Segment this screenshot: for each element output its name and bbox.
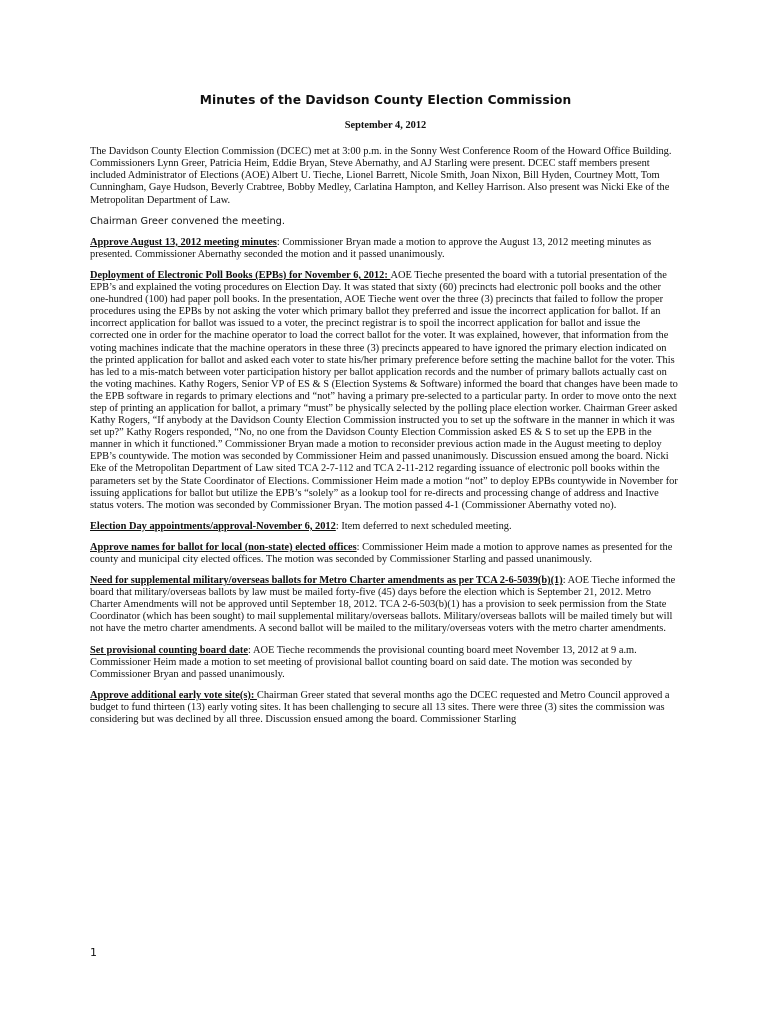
section-heading: Approve names for ballot for local (non-state) elected offices xyxy=(90,541,357,553)
minutes-body xyxy=(90,94,681,735)
section-heading: Approve August 13, 2012 meeting minutes xyxy=(90,236,277,248)
section-epb-deployment xyxy=(90,270,681,512)
section-heading: Deployment of Electronic Poll Books (EPBs) for November 6, 2012: xyxy=(90,269,391,281)
section-body: Item deferred to next scheduled meeting. xyxy=(341,520,512,532)
intro-paragraph: The Davidson County Election Commission (DCEC) met at 3:00 p.m. in the Sonny West Conference Room of the Howard Office Building. Commissioners Lynn Greer, Patricia Heim, Eddie Bryan, Steve Abernathy, and AJ Starling were present. DCEC staff members present included Administrator of Elections (AOE) Albert U. Tieche, Lionel Barrett, Nicole Smith, Joan Nixon, Bill Hyden, Courtney Mott, Tom Cunningham, Gaye Hudson, Beverly Crabtree, Bobby Medley, Carlatina Hampton, and Kelley Harrison. Also present was Nicki Eke of the Metropolitan Department of Law. xyxy=(90,146,672,206)
page-number: 1 xyxy=(90,946,97,959)
section-body: AOE Tieche presented the board with a tutorial presentation of the EPB’s and explained the voting procedures on Election Day. It was stated that sixty (60) precincts had electronic poll books and the other one-hundred (100) had paper poll books. In the presentation, AOE Tieche went over the three (3) precincts that failed to follow the proper procedures using the EPBs by not asking the voter which primary ballot they preferred and issue the incorrect application for ballot. If an incorrect application for ballot was issued to a voter, the precinct registrar is to spoil the incorrect application for ballot and issue the corrected one in order for the machine operator to load the correct ballot for the voter. It was explained, however, that information from the voting machines indicate that the machine operators in these three (3) precincts appeared to have ignored the primary election indicated on the printed application for ballot and asked each voter to state his/her primary preference before setting the machine ballot for the voter. This has led to a mis-match between voter participation history per ballot application records and the number of primary ballots actually cast on the voting machines. Kathy Rogers, Senior VP of ES & S (Election Systems & Software) informed the board that changes have been made to the EPB software in regards to primary elections and “not” having a primary pre-selected to a particular party. In order to move onto the next step of printing an application for ballot, a primary “must” be physically selected by the polling place election worker. Chairman Greer asked Kathy Rogers, “If anybody at the Davidson County Election Commission instructed you to set up the software in the manner in which it was set up?” Kathy Rogers responded, “No, no one from the Davidson County Election Commission asked ES & S to set up the EPB in the manner in which it functioned.” Commissioner Bryan made a motion to reconsider previous action made in the August meeting to deploy EPB’s countywide. The motion was seconded by Commissioner Heim and passed unanimously. Discussion ensued among the board. Nicki Eke of the Metropolitan Department of Law sited TCA 2-7-112 and TCA 2-11-212 regarding issuance of electronic poll books within the parameters set by the State Coordinator of Elections. Commissioner Heim made a motion “not” to deploy EPBs countywide in November for issuing applications for ballot but utilize the EPB’s “solely” as a lookup tool for re-directs and processing change of address and Inactive status voters. The motion was seconded by Commissioner Bryan. The motion passed 4-1 (Commissioner Abernathy voted no). xyxy=(90,269,678,511)
section-heading: Need for supplemental military/overseas ballots for Metro Charter amendments as per TCA 2-6-5039(b)(1) xyxy=(90,575,563,587)
section-supplemental-ballots: Need for supplemental military/overseas ballots for Metro Charter amendments as per TCA 2-6-5039(b)(1): AOE Tieche informed the board that military/overseas ballots by law must be mailed forty-five (45) days before the election which is September 21, 2012. Metro Charter Amendments will not be approved until September 18, 2012. TCA 2-6-503(b)(1) has a provision to seek permission from the State Coordinator (which has been sought) to mail supplemental military/overseas ballots. Military/overseas ballots will be mailed timely but will not have the metro charter amendments. A second ballot will be mailed to the military/overseas voters with the metro charter amendments. xyxy=(90,575,676,635)
document-title: Minutes of the Davidson County Election Commission xyxy=(199,93,572,107)
section-provisional-board: Set provisional counting board date: AOE Tieche recommends the provisional counting board meet November 13, 2012 at 9 a.m. Commissioner Heim made a motion to set meeting of provisional ballot counting board on said date. The motion was seconded by Commissioner Bryan and passed unanimously. xyxy=(90,644,637,680)
convened-paragraph: Chairman Greer convened the meeting. xyxy=(90,215,285,227)
section-early-vote-sites xyxy=(90,690,681,726)
section-body: Commissioner Heim made a motion to approve names as presented for the county and municipal city elected offices. The motion was seconded by Commissioner Starling and passed unanimously. xyxy=(90,541,673,565)
section-approve-names: Approve names for ballot for local (non-state) elected offices: Commissioner Heim made a motion to approve names as presented for the county and municipal city elected offices. The motion was seconded by Commissioner Starling and passed unanimously. xyxy=(90,541,673,565)
section-body: Commissioner Bryan made a motion to approve the August 13, 2012 meeting minutes as presented. Commissioner Abernathy seconded the motion and it passed unanimously. xyxy=(90,236,652,260)
section-election-day-appointments: Election Day appointments/approval-November 6, 2012: Item deferred to next scheduled meeting. xyxy=(90,520,512,532)
section-heading: Election Day appointments/approval-November 6, 2012 xyxy=(90,520,336,532)
meeting-date: September 4, 2012 xyxy=(344,120,427,132)
section-heading: Approve additional early vote site(s): xyxy=(90,689,257,701)
section-approve-minutes: Approve August 13, 2012 meeting minutes: Commissioner Bryan made a motion to approve the August 13, 2012 meeting minutes as presented. Commissioner Abernathy seconded the motion and it passed unanimously. xyxy=(90,236,652,260)
section-body: AOE Tieche recommends the provisional counting board meet November 13, 2012 at 9 a.m. Commissioner Heim made a motion to set meeting of provisional ballot counting board on said date. The motion was seconded by Commissioner Bryan and passed unanimously. xyxy=(90,644,637,680)
section-body: Chairman Greer stated that several months ago the DCEC requested and Metro Council approved a budget to fund thirteen (13) early voting sites. It has been challenging to secure all 13 sites. There were three (3) sites the commission was considering but was declined by all three. Discussion ensued among the board. Commissioner Starling xyxy=(90,689,670,726)
section-body: AOE Tieche informed the board that military/overseas ballots by law must be mailed forty-five (45) days before the election which is September 21, 2012. Metro Charter Amendments will not be approved until September 18, 2012. TCA 2-6-503(b)(1) has a provision to seek permission from the State Coordinator (which has been sought) to mail supplemental military/overseas ballots. Military/overseas ballots will be mailed timely but will not have the metro charter amendments. A second ballot will be mailed to the military/overseas voters with the metro charter amendments. xyxy=(90,575,676,635)
section-heading: Set provisional counting board date xyxy=(90,644,249,656)
